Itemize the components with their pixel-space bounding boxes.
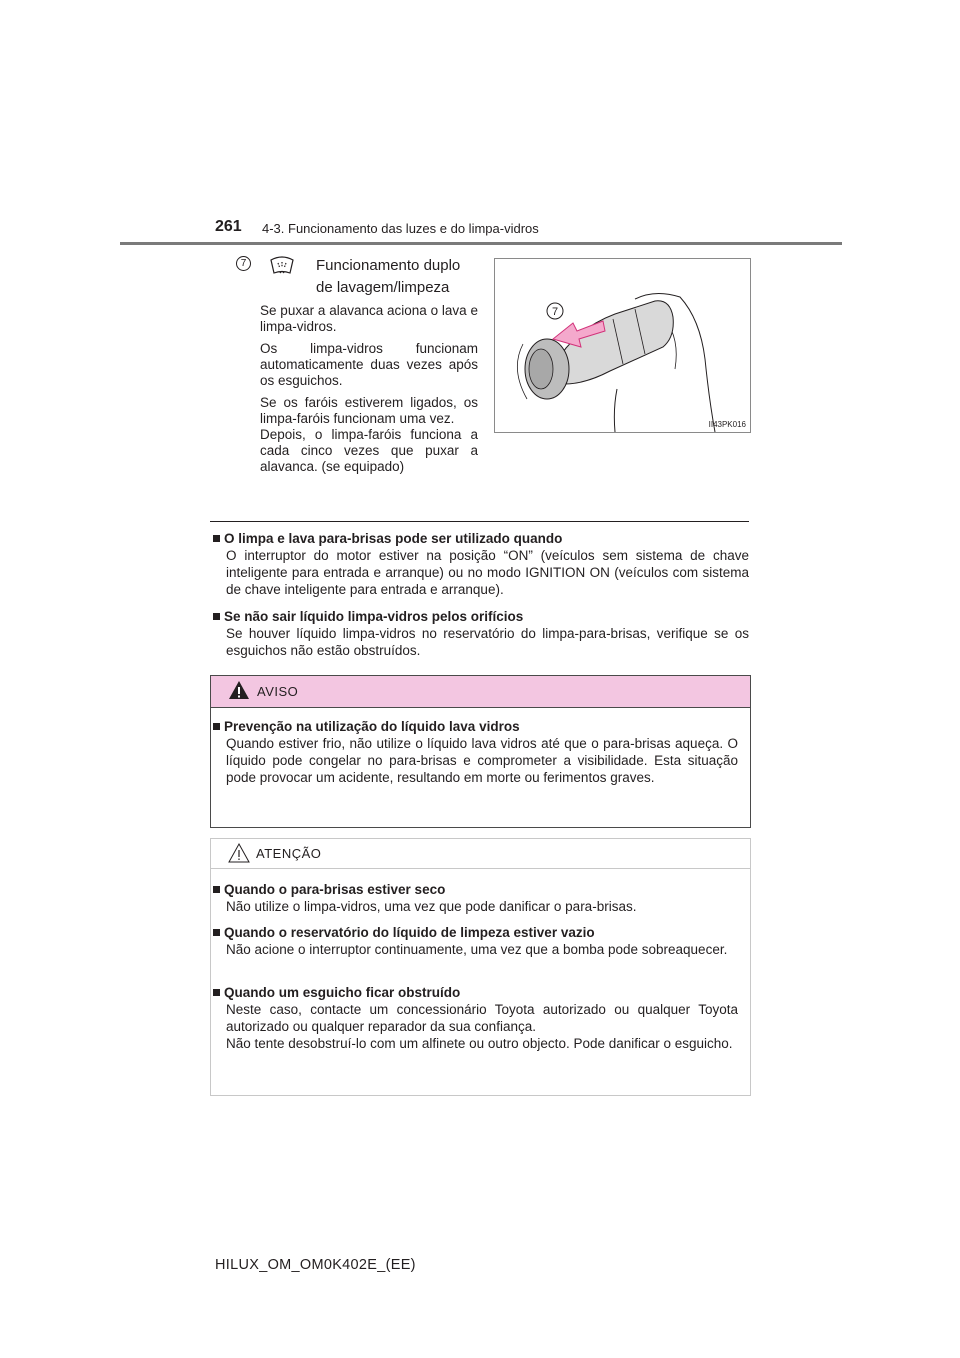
section-title: 4-3. Funcionamento das luzes e do limpa-vidros: [262, 221, 539, 236]
warning-box: [210, 675, 751, 828]
caution-item-text: Não acione o interruptor continuamente, uma vez que a bomba pode sobreaquecer.: [226, 942, 728, 957]
bullet-square-icon: [213, 989, 220, 996]
caution-item: [211, 924, 748, 958]
bullet-square-icon: [213, 886, 220, 893]
caution-box: [210, 838, 751, 1096]
bullet-square-icon: [213, 535, 220, 542]
item-paragraph-3: Se os faróis estiverem ligados, os limpa-faróis funcionam uma vez.: [260, 395, 478, 426]
note-no-fluid: [211, 608, 749, 659]
section-divider: [210, 521, 749, 522]
figure-code: II43PK016: [708, 420, 746, 429]
item-number: 7: [236, 256, 251, 271]
caution-item-heading: Quando o reservatório do líquido de limpeza estiver vazio: [211, 924, 748, 941]
warning-item: [211, 718, 748, 786]
bullet-square-icon: [213, 929, 220, 936]
lever-illustration: [494, 258, 751, 433]
caution-item-heading: Quando um esguicho ficar obstruído: [211, 984, 748, 1001]
caution-item-heading: Quando o para-brisas estiver seco: [211, 881, 748, 898]
caution-item: [211, 984, 748, 1052]
caution-item-text: Neste caso, contacte um concessionário Toyota autorizado ou qualquer Toyota autorizado ou qualquer reparador da sua confiança.: [226, 1002, 738, 1034]
item-title-line1: Funcionamento duplo: [316, 257, 461, 274]
figure-callout: 7: [551, 306, 559, 318]
caution-title: ATENÇÃO: [256, 846, 322, 861]
warning-title: AVISO: [257, 684, 299, 699]
note-usage-conditions: [211, 530, 749, 598]
item-paragraph-1: Se puxar a alavanca aciona o lava e limpa-vidros.: [260, 303, 478, 334]
caution-item-text-2: Não tente desobstruí-lo com um alfinete ou outro objecto. Pode danificar o esguicho.: [226, 1036, 733, 1051]
caution-item: [211, 881, 748, 915]
page-number: 261: [215, 218, 242, 235]
header-rule: [120, 242, 842, 245]
lever-drawing: [495, 259, 750, 432]
bullet-square-icon: [213, 613, 220, 620]
note-heading: Se não sair líquido limpa-vidros pelos orifícios: [211, 608, 749, 625]
bullet-square-icon: [213, 723, 220, 730]
item-paragraph-4: Depois, o limpa-faróis funciona a cada cinco vezes que puxar a alavanca. (se equipado): [260, 427, 478, 474]
warning-item-heading: Prevenção na utilização do líquido lava vidros: [211, 718, 748, 735]
caution-item-text: Não utilize o limpa-vidros, uma vez que pode danificar o para-brisas.: [226, 899, 637, 914]
warning-item-text: Quando estiver frio, não utilize o líquido lava vidros até que o para-brisas aqueça. O líquido pode congelar no para-brisas e comprometer a visibilidade. Esta situação pode provocar um acidente, resultando em morte ou ferimentos graves.: [226, 736, 738, 785]
item-description: [260, 303, 478, 481]
document-code: HILUX_OM_OM0K402E_(EE): [215, 1257, 416, 1273]
windshield-washer-icon: [268, 254, 296, 276]
caution-header: [211, 839, 750, 869]
item-paragraph-2: Os limpa-vidros funcionam automaticamente duas vezes após os esguichos.: [260, 341, 478, 388]
note-heading: O limpa e lava para-brisas pode ser utilizado quando: [211, 530, 749, 547]
note-text: Se houver líquido limpa-vidros no reservatório do limpa-para-brisas, verifique se os esguichos não estão obstruídos.: [226, 626, 749, 658]
warning-triangle-icon: [228, 679, 250, 701]
note-text: O interruptor do motor estiver na posição “ON” (veículos sem sistema de chave inteligente para entrada e arranque) ou no modo IGNITION ON (veículos com sistema de chave inteligente para entrada e arranque).: [226, 548, 749, 597]
item-title: [316, 255, 478, 299]
item-title-line2: de lavagem/limpeza: [316, 279, 450, 296]
caution-triangle-icon: [228, 842, 250, 864]
warning-header: [211, 676, 750, 708]
